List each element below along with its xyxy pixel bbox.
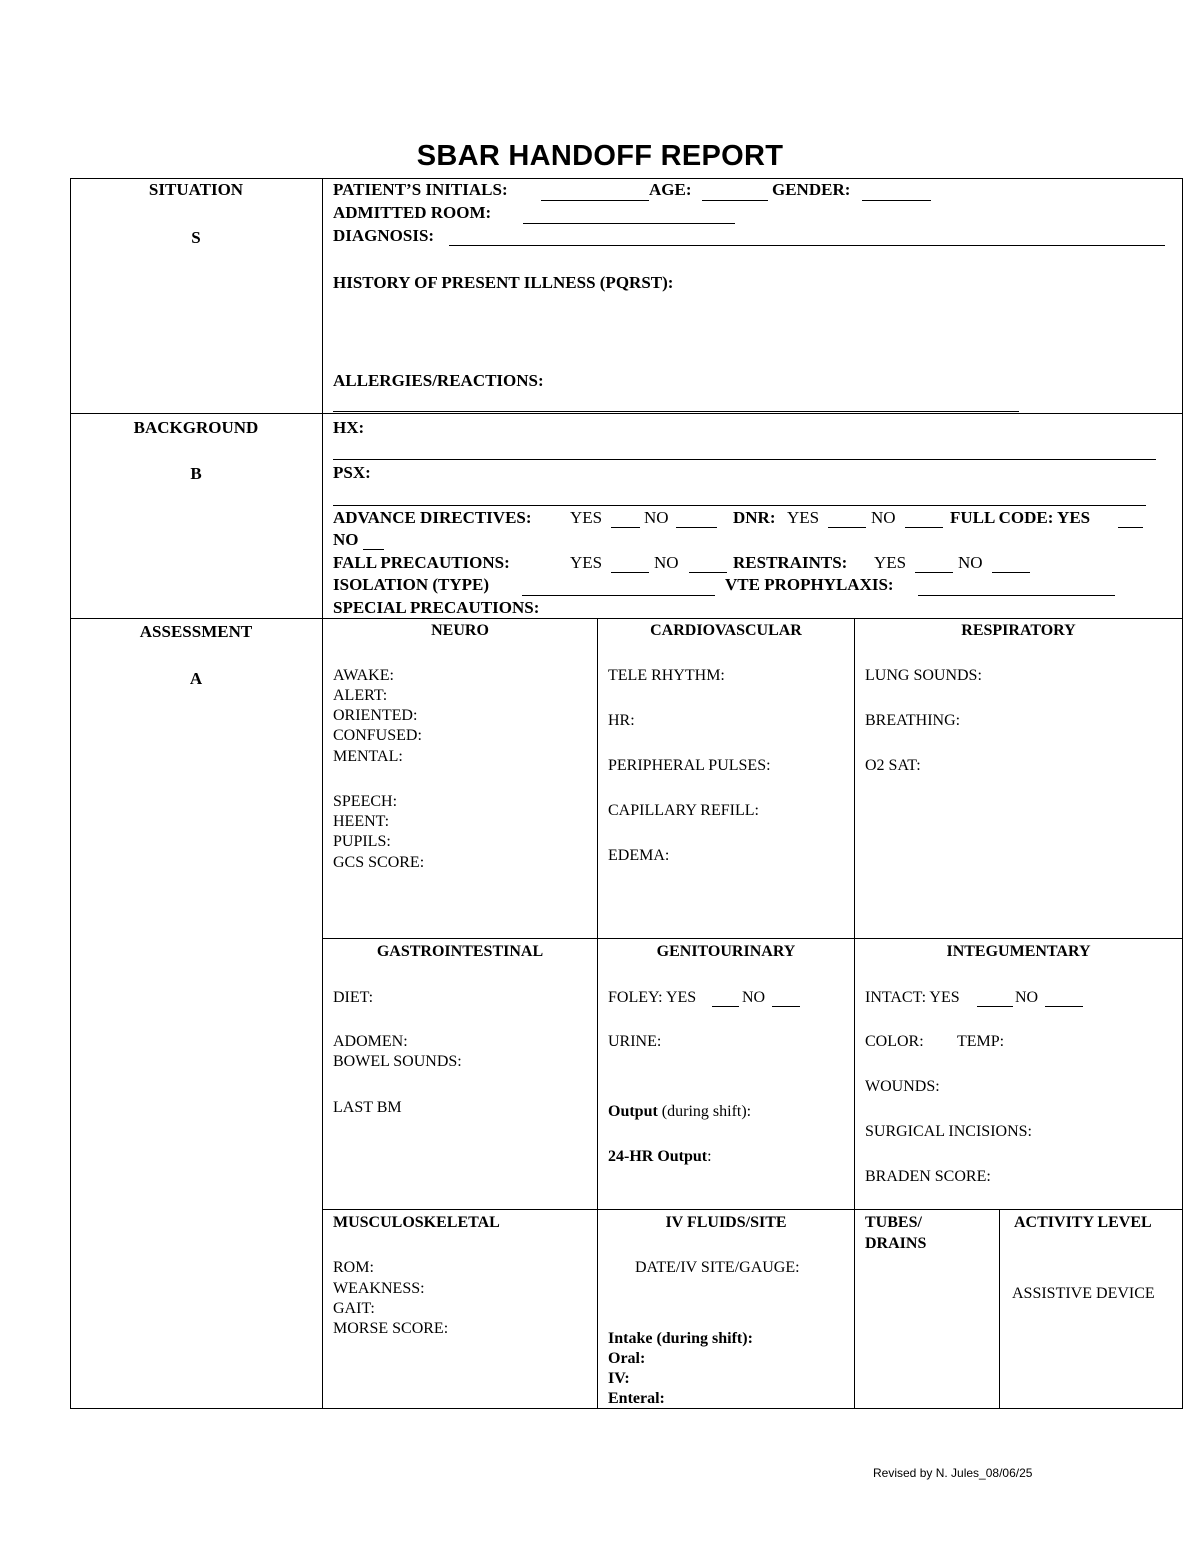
gu-foley-no: NO xyxy=(742,989,766,1006)
tubes-header-line1: TUBES/ xyxy=(865,1214,922,1231)
restraints-yes: YES xyxy=(874,553,907,572)
gu-output24-label: 24-HR Output xyxy=(608,1148,708,1165)
iv-enteral-label: Enteral: xyxy=(608,1390,665,1407)
table-right-border xyxy=(1182,178,1183,1409)
neuro-pupils: PUPILS: xyxy=(333,833,391,850)
assessment-col-divider-2 xyxy=(854,618,855,1409)
resp-o2-sat: O2 SAT: xyxy=(865,757,921,774)
neuro-gcs-score: GCS SCORE: xyxy=(333,854,425,871)
hx-field[interactable] xyxy=(333,459,1156,460)
advance-directives-yes: YES xyxy=(570,508,603,527)
iv-intake-label: Intake (during shift): xyxy=(608,1330,753,1347)
cardio-tele-rhythm: TELE RHYTHM: xyxy=(608,667,725,684)
musculoskeletal-header: MUSCULOSKELETAL xyxy=(333,1214,500,1231)
situation-bottom-border xyxy=(70,413,1183,414)
dnr-label: DNR: xyxy=(733,508,776,527)
full-code-label: FULL CODE: YES xyxy=(950,508,1091,527)
restraints-no-field[interactable] xyxy=(992,572,1030,573)
neuro-header: NEURO xyxy=(431,622,489,639)
integ-temp: TEMP: xyxy=(957,1033,1005,1050)
gu-foley-yes-field[interactable] xyxy=(712,1006,739,1007)
neuro-oriented: ORIENTED: xyxy=(333,707,418,724)
iv-date-site-gauge: DATE/IV SITE/GAUGE: xyxy=(635,1259,800,1276)
fall-precautions-no-field[interactable] xyxy=(689,572,727,573)
msk-morse-score: MORSE SCORE: xyxy=(333,1320,449,1337)
gi-last-bm: LAST BM xyxy=(333,1099,402,1116)
restraints-no: NO xyxy=(958,553,983,572)
integ-braden-score: BRADEN SCORE: xyxy=(865,1168,991,1185)
restraints-yes-field[interactable] xyxy=(915,572,953,573)
integ-intact-yes: INTACT: YES xyxy=(865,989,960,1006)
genitourinary-header: GENITOURINARY xyxy=(656,943,796,960)
fall-precautions-label: FALL PRECAUTIONS: xyxy=(333,553,510,572)
dnr-no-field[interactable] xyxy=(905,527,943,528)
label-column-divider xyxy=(322,178,323,1409)
age-label: AGE: xyxy=(649,180,692,199)
diagnosis-label: DIAGNOSIS: xyxy=(333,226,435,245)
iv-iv-label: IV: xyxy=(608,1370,630,1387)
gu-urine: URINE: xyxy=(608,1033,662,1050)
advance-directives-label: ADVANCE DIRECTIVES: xyxy=(333,508,532,527)
background-letter: B xyxy=(190,464,202,483)
integ-intact-no: NO xyxy=(1015,989,1039,1006)
vte-label: VTE PROPHYLAXIS: xyxy=(725,575,894,594)
gu-output-label: Output xyxy=(608,1103,658,1120)
gender-field[interactable] xyxy=(862,200,931,201)
special-precautions-label: SPECIAL PRECAUTIONS: xyxy=(333,598,540,617)
vte-field[interactable] xyxy=(918,595,1115,596)
gu-output-24hr xyxy=(608,1147,712,1167)
msk-weakness: WEAKNESS: xyxy=(333,1280,425,1297)
gender-label: GENDER: xyxy=(772,180,851,199)
diagnosis-field[interactable] xyxy=(449,245,1165,246)
integ-intact-yes-field[interactable] xyxy=(977,1006,1013,1007)
gu-output-shift xyxy=(608,1102,751,1122)
advance-directives-yes-field[interactable] xyxy=(611,527,640,528)
msk-gait: GAIT: xyxy=(333,1300,375,1317)
activity-level-header: ACTIVITY LEVEL xyxy=(1014,1214,1152,1231)
neuro-mental: MENTAL: xyxy=(333,748,403,765)
resp-breathing: BREATHING: xyxy=(865,712,961,729)
cardio-peripheral-pulses: PERIPHERAL PULSES: xyxy=(608,757,771,774)
cardio-capillary-refill: CAPILLARY REFILL: xyxy=(608,802,759,819)
integ-wounds: WOUNDS: xyxy=(865,1078,940,1095)
isolation-field[interactable] xyxy=(522,595,715,596)
cardio-edema: EDEMA: xyxy=(608,847,670,864)
respiratory-header: RESPIRATORY xyxy=(961,622,1076,639)
gastrointestinal-header: GASTROINTESTINAL xyxy=(376,943,544,960)
situation-label: SITUATION xyxy=(148,180,244,199)
cardiovascular-header: CARDIOVASCULAR xyxy=(650,622,802,639)
integ-surgical-incisions: SURGICAL INCISIONS: xyxy=(865,1123,1032,1140)
full-code-no: NO xyxy=(333,530,359,549)
revision-note: Revised by N. Jules_08/06/25 xyxy=(873,1466,1033,1480)
situation-letter: S xyxy=(191,228,201,247)
advance-directives-no-field[interactable] xyxy=(676,527,717,528)
allergies-label: ALLERGIES/REACTIONS: xyxy=(333,371,544,390)
cardio-hr: HR: xyxy=(608,712,635,729)
assessment-col-divider-1 xyxy=(597,618,598,1409)
full-code-no-field[interactable] xyxy=(363,549,384,550)
msk-rom: ROM: xyxy=(333,1259,374,1276)
iv-oral-label: Oral: xyxy=(608,1350,646,1367)
hx-label: HX: xyxy=(333,418,365,437)
dnr-no: NO xyxy=(871,508,896,527)
allergies-field[interactable] xyxy=(333,411,1019,412)
assessment-col-divider-3 xyxy=(999,1209,1000,1409)
admitted-room-label: ADMITTED ROOM: xyxy=(333,203,492,222)
resp-lung-sounds: LUNG SOUNDS: xyxy=(865,667,982,684)
activity-assistive-device: ASSISTIVE DEVICE xyxy=(1012,1285,1155,1302)
gu-foley-no-field[interactable] xyxy=(772,1006,800,1007)
iv-fluids-header: IV FLUIDS/SITE xyxy=(665,1214,787,1231)
assessment-letter: A xyxy=(189,669,203,688)
full-code-yes-field[interactable] xyxy=(1118,527,1143,528)
page-title: SBAR HANDOFF REPORT xyxy=(416,140,784,172)
background-bottom-border xyxy=(70,618,1183,619)
neuro-alert: ALERT: xyxy=(333,687,388,704)
tubes-header-line2: DRAINS xyxy=(865,1235,927,1252)
hpi-label: HISTORY OF PRESENT ILLNESS (PQRST): xyxy=(333,273,674,292)
advance-directives-no: NO xyxy=(644,508,669,527)
psx-label: PSX: xyxy=(333,463,371,482)
table-left-border xyxy=(70,178,71,1409)
gi-diet: DIET: xyxy=(333,989,374,1006)
neuro-heent: HEENT: xyxy=(333,813,390,830)
neuro-awake: AWAKE: xyxy=(333,667,394,684)
integ-color: COLOR: xyxy=(865,1033,924,1050)
assessment-row-divider-2 xyxy=(322,1209,1183,1210)
fall-precautions-yes: YES xyxy=(570,553,603,572)
integ-intact-no-field[interactable] xyxy=(1045,1006,1083,1007)
gi-bowel-sounds: BOWEL SOUNDS: xyxy=(333,1053,462,1070)
background-label: BACKGROUND xyxy=(133,418,259,437)
fall-precautions-yes-field[interactable] xyxy=(611,572,649,573)
dnr-yes: YES xyxy=(787,508,820,527)
assessment-row-divider-1 xyxy=(322,938,1183,939)
patient-initials-field[interactable] xyxy=(541,200,649,201)
neuro-speech: SPEECH: xyxy=(333,793,398,810)
gu-output-note: (during shift): xyxy=(657,1103,752,1120)
age-field[interactable] xyxy=(702,200,768,201)
restraints-label: RESTRAINTS: xyxy=(733,553,848,572)
assessment-label: ASSESSMENT xyxy=(139,622,253,641)
table-top-border xyxy=(70,178,1183,179)
fall-precautions-no: NO xyxy=(654,553,679,572)
gu-output24-colon: : xyxy=(707,1148,712,1165)
patient-initials-label: PATIENT’S INITIALS: xyxy=(333,180,508,199)
dnr-yes-field[interactable] xyxy=(828,527,866,528)
gu-foley-yes: FOLEY: YES xyxy=(608,989,697,1006)
psx-field[interactable] xyxy=(333,505,1146,506)
neuro-confused: CONFUSED: xyxy=(333,727,422,744)
admitted-room-field[interactable] xyxy=(523,223,735,224)
isolation-label: ISOLATION (TYPE) xyxy=(333,575,490,594)
integumentary-header: INTEGUMENTARY xyxy=(946,943,1091,960)
gi-abdomen: ADOMEN: xyxy=(333,1033,408,1050)
